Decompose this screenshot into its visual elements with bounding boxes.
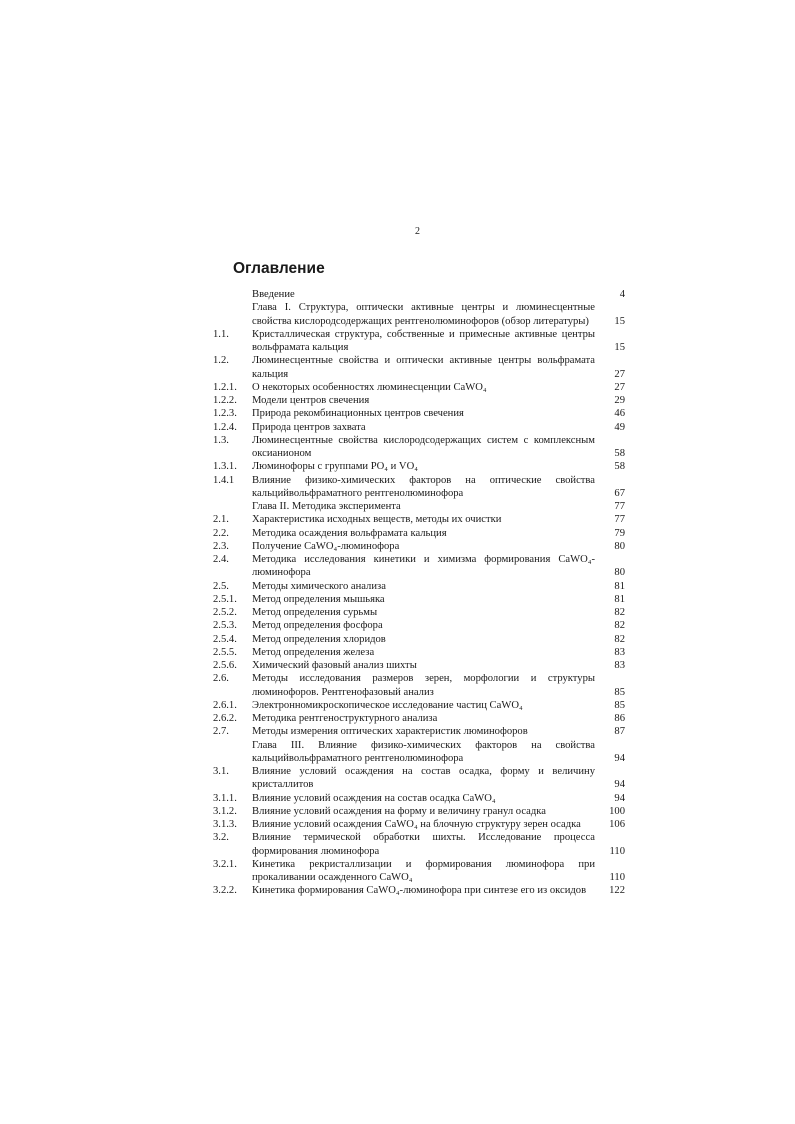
toc-entry [213,434,625,461]
toc-entry-num: 2.1. [213,514,229,526]
toc-entry-title: Люминесцентные свойства кислородсодержащих систем с комплексным оксианионом [252,434,595,459]
toc-entry-title: Природа рекомбинационных центров свечения [252,408,464,420]
toc-entry [213,540,625,553]
toc-entry-title: Введение [252,289,295,300]
toc-entry [213,354,625,381]
toc-entry-page: 122 [609,885,625,897]
toc-entry-num: 3.2. [213,832,229,844]
toc-entry-title: Влияние термической обработки шихты. Исследование процесса формирования люминофора [252,832,595,857]
toc-entry [213,288,625,301]
toc-entry-page: 58 [614,461,625,473]
toc-entry [213,301,625,328]
toc-entry-page: 80 [614,567,625,579]
toc-entry-page: 27 [614,381,625,393]
toc-entry-num: 3.1.2. [213,805,237,817]
toc-entry [213,672,625,699]
toc-entry-title: Люминофоры с группами PO₄ и VO₄ [252,461,418,473]
toc-entry-page: 100 [609,805,625,817]
toc-entry [213,553,625,580]
toc-entry-page: 85 [614,699,625,711]
toc-entry [213,765,625,792]
toc-entry-page: 83 [614,660,625,671]
toc-entry-page: 15 [614,315,625,327]
toc-entry-num: 2.5. [213,580,229,592]
toc-entry-page: 94 [614,792,625,804]
toc-entry-title: Метод определения железа [252,646,375,658]
toc-entry-title: Влияние условий осаждения на форму и величину гранул осадка [252,805,546,817]
toc-entry-title: Глава II. Методика эксперимента [252,501,401,512]
toc-entry-num: 2.4. [213,554,229,565]
toc-entry-num: 2.6.2. [213,713,237,724]
toc-entry-title: Кристаллическая структура, собственные и примесные активные центры вольфрамата кальция [252,328,595,353]
toc-entry-num: 2.5.2. [213,607,237,618]
toc-entry [213,619,625,632]
toc-entry-num: 1.4.1 [213,474,235,486]
toc-heading: Оглавление [233,260,325,277]
toc-entry-title: Характеристика исходных веществ, методы их очистки [252,514,502,526]
toc-entry-page: 77 [614,501,625,512]
toc-entry [213,381,625,394]
toc-entry-title: Глава I. Структура, оптически активные центры и люминесцентные свойства кислородсодержащих рентгенолюминофоров (обзор литературы) [252,302,595,327]
toc-entry-page: 29 [614,395,625,406]
toc-entry [213,513,625,526]
toc-entry-num: 2.5.6. [213,660,237,671]
toc-entry-num: 1.3.1. [213,461,237,473]
toc-entry-title: Получение CaWO₄-люминофора [252,540,400,552]
toc-entry [213,460,625,473]
toc-entry-num: 2.5.3. [213,620,237,632]
toc-entry-num: 3.1. [213,766,229,777]
toc-entry [213,659,625,672]
toc-entry-page: 82 [614,607,625,618]
toc-entry-page: 94 [614,779,625,791]
toc-entry-num: 1.2.3. [213,408,237,420]
toc-entry-page: 83 [614,646,625,658]
toc-entry-num: 1.3. [213,434,229,446]
toc-entry-num: 2.5.1. [213,593,237,605]
toc-entry-page: 82 [614,620,625,632]
toc-entry-title: Метод определения фосфора [252,620,383,632]
toc-entry-page: 106 [609,819,625,830]
toc-entry [213,328,625,355]
toc-entry-title: Кинетика рекристаллизации и формирования люминофора при прокаливании осажденного CaWO₄ [252,858,595,883]
toc-entry-title: Метод определения хлоридов [252,633,386,645]
toc-entry-title: Кинетика формирования CaWO₄-люминофора при синтезе его из оксидов [252,885,587,897]
toc-entry-title: О некоторых особенностях люминесценции CaWO₄ [252,381,487,393]
toc-entry [213,805,625,818]
toc-entry [213,500,625,513]
toc-entry-page: 110 [609,845,625,857]
toc-entry-title: Методика рентгеноструктурного анализа [252,713,438,724]
toc-entry-page: 110 [609,872,625,883]
toc-entry-title: Метод определения мышьяка [252,593,385,605]
toc-entry [213,725,625,738]
toc-entry [213,792,625,805]
toc-entry-page: 79 [614,527,625,539]
toc-entry-num: 1.2.4. [213,421,237,433]
toc-entry [213,884,625,897]
toc-entry-num: 2.5.5. [213,646,237,658]
toc-entry [213,527,625,540]
toc-entry-page: 46 [614,408,625,420]
toc-entry-num: 2.7. [213,726,229,738]
toc-entry-title: Влияние условий осаждения CaWO₄ на блочную структуру зерен осадка [252,819,581,830]
toc-entry-page: 85 [614,686,625,698]
toc-entry-title: Влияние условий осаждения на состав осадка, форму и величину кристаллитов [252,766,595,791]
toc-entry [213,407,625,420]
toc-entry-num: 2.3. [213,540,229,552]
toc-entry-page: 27 [614,368,625,380]
toc-entry [213,712,625,725]
toc-entry-title: Влияние физико-химических факторов на оптические свойства кальцийвольфраматного рентгенолюминофора [252,474,595,499]
toc-entry-page: 58 [614,448,625,459]
toc-entry-title: Методы исследования размеров зерен, морфологии и структуры люминофоров. Рентгенофазовый анализ [252,673,595,698]
toc-entry-page: 82 [614,633,625,645]
toc-entry-title: Природа центров захвата [252,421,366,433]
page-number: 2 [415,226,420,237]
toc-entry [213,421,625,434]
toc-entry-num: 3.2.1. [213,858,237,870]
toc-entry-page: 15 [614,342,625,353]
toc-entry-page: 81 [614,580,625,592]
toc-entry [213,858,625,885]
toc-entry [213,394,625,407]
toc-entry [213,633,625,646]
toc-entry-page: 49 [614,421,625,433]
toc-entry-title: Методика исследования кинетики и химизма формирования CaWO₄-люминофора [252,554,595,579]
toc-entry-num: 1.1. [213,328,229,340]
toc-entry [213,606,625,619]
table-of-contents [213,288,625,898]
toc-entry [213,699,625,712]
toc-entry-num: 3.1.3. [213,819,237,830]
toc-entry-page: 87 [614,726,625,738]
toc-entry [213,474,625,501]
toc-entry-page: 80 [614,540,625,552]
toc-entry-title: Методы химического анализа [252,580,386,592]
toc-entry-num: 2.5.4. [213,633,237,645]
toc-entry-title: Методика осаждения вольфрамата кальция [252,527,447,539]
toc-entry [213,831,625,858]
toc-entry-title: Метод определения сурьмы [252,607,378,618]
toc-entry-title: Влияние условий осаждения на состав осадка CaWO₄ [252,792,496,804]
toc-entry [213,646,625,659]
toc-entry-num: 1.2. [213,355,229,367]
toc-entry-page: 81 [614,593,625,605]
toc-entry-title: Люминесцентные свойства и оптически активные центры вольфрамата кальция [252,355,595,380]
toc-entry-page: 94 [614,752,625,764]
toc-entry-title: Химический фазовый анализ шихты [252,660,417,671]
toc-entry-page: 86 [614,713,625,724]
toc-entry-title: Модели центров свечения [252,395,370,406]
toc-entry-num: 2.6.1. [213,699,237,711]
toc-entry-title: Методы измерения оптических характеристик люминофоров [252,726,528,738]
toc-entry [213,818,625,831]
toc-entry [213,580,625,593]
toc-entry [213,593,625,606]
toc-entry-num: 2.2. [213,527,229,539]
toc-entry-page: 77 [614,514,625,526]
toc-entry-num: 1.2.1. [213,381,237,393]
toc-entry-num: 3.2.2. [213,885,237,897]
toc-entry-page: 67 [614,487,625,499]
toc-entry-title: Электронномикроскопическое исследование частиц CaWO₄ [252,699,523,711]
toc-entry-num: 1.2.2. [213,395,237,406]
toc-entry-num: 3.1.1. [213,792,237,804]
toc-entry-num: 2.6. [213,673,229,685]
toc-entry-title: Глава III. Влияние физико-химических факторов на свойства кальцийвольфраматного рентгенолюминофора [252,739,595,764]
toc-entry [213,739,625,766]
toc-entry-page: 4 [619,289,625,300]
